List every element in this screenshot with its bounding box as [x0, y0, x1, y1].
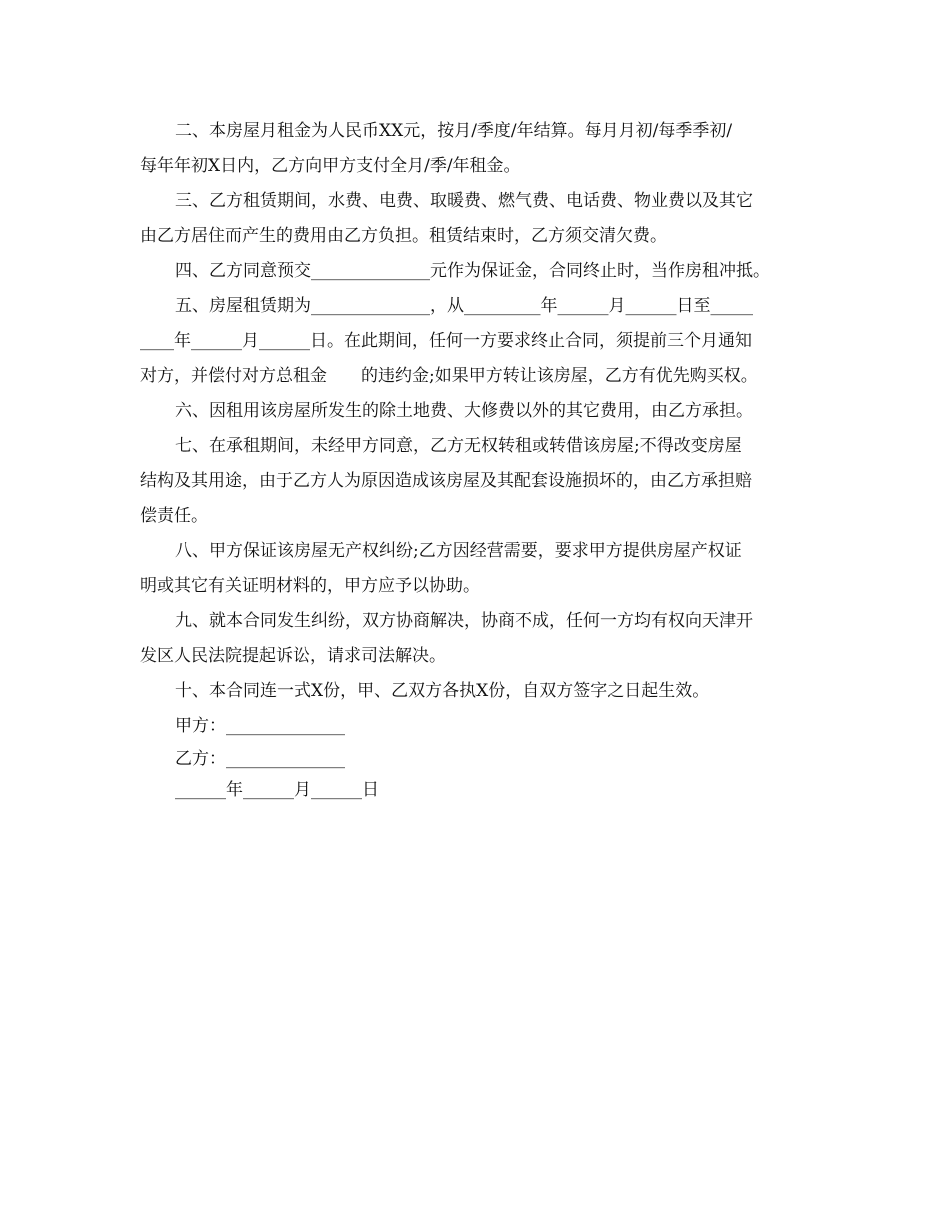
clause-5-line-2: ____年______月______日。在此期间，任何一方要求终止合同，须提前三个月通知: [140, 331, 752, 351]
clause-2-line-1: 二、本房屋月租金为人民币XX元，按月/季度/年结算。每月月初/每季季初/: [175, 121, 733, 141]
clause-9-line-1: 九、就本合同发生纠纷，双方协商解决，协商不成，任何一方均有权向天津开: [175, 611, 753, 631]
clause-8-line-1: 八、甲方保证该房屋无产权纠纷;乙方因经营需要，要求甲方提供房屋产权证: [175, 541, 742, 561]
clause-7-line-1: 七、在承租期间，未经甲方同意，乙方无权转租或转借该房屋;不得改变房屋: [175, 436, 742, 456]
party-a-signature-line: 甲方：______________: [175, 716, 345, 736]
clause-2-line-2: 每年年初X日内，乙方向甲方支付全月/季/年租金。: [140, 156, 521, 176]
clause-10-line-1: 十、本合同连一式X份，甲、乙双方各执X份，自双方签字之日起生效。: [175, 681, 710, 701]
clause-3-line-1: 三、乙方租赁期间，水费、电费、取暖费、燃气费、电话费、物业费以及其它: [175, 191, 753, 211]
clause-5-line-3: 对方，并偿付对方总租金 的违约金;如果甲方转让该房屋，乙方有优先购买权。: [140, 366, 758, 386]
clause-9-line-2: 发区人民法院提起诉讼，请求司法解决。: [140, 646, 446, 666]
clause-4-line-1: 四、乙方同意预交______________元作为保证金，合同终止时，当作房租冲抵。: [175, 261, 770, 281]
clause-3-line-2: 由乙方居住而产生的费用由乙方负担。租赁结束时，乙方须交清欠费。: [140, 226, 667, 246]
party-b-signature-line: 乙方：______________: [175, 749, 345, 769]
clause-7-line-3: 偿责任。: [140, 506, 208, 526]
signing-date-line: ______年______月______日: [175, 780, 379, 800]
clause-8-line-2: 明或其它有关证明材料的，甲方应予以协助。: [140, 576, 480, 596]
clause-5-line-1: 五、房屋租赁期为______________，从_________年______月______日至_____: [175, 296, 753, 316]
clause-6-line-1: 六、因租用该房屋所发生的除土地费、大修费以外的其它费用，由乙方承担。: [175, 401, 753, 421]
clause-7-line-2: 结构及其用途，由于乙方人为原因造成该房屋及其配套设施损坏的，由乙方承担赔: [140, 471, 752, 491]
